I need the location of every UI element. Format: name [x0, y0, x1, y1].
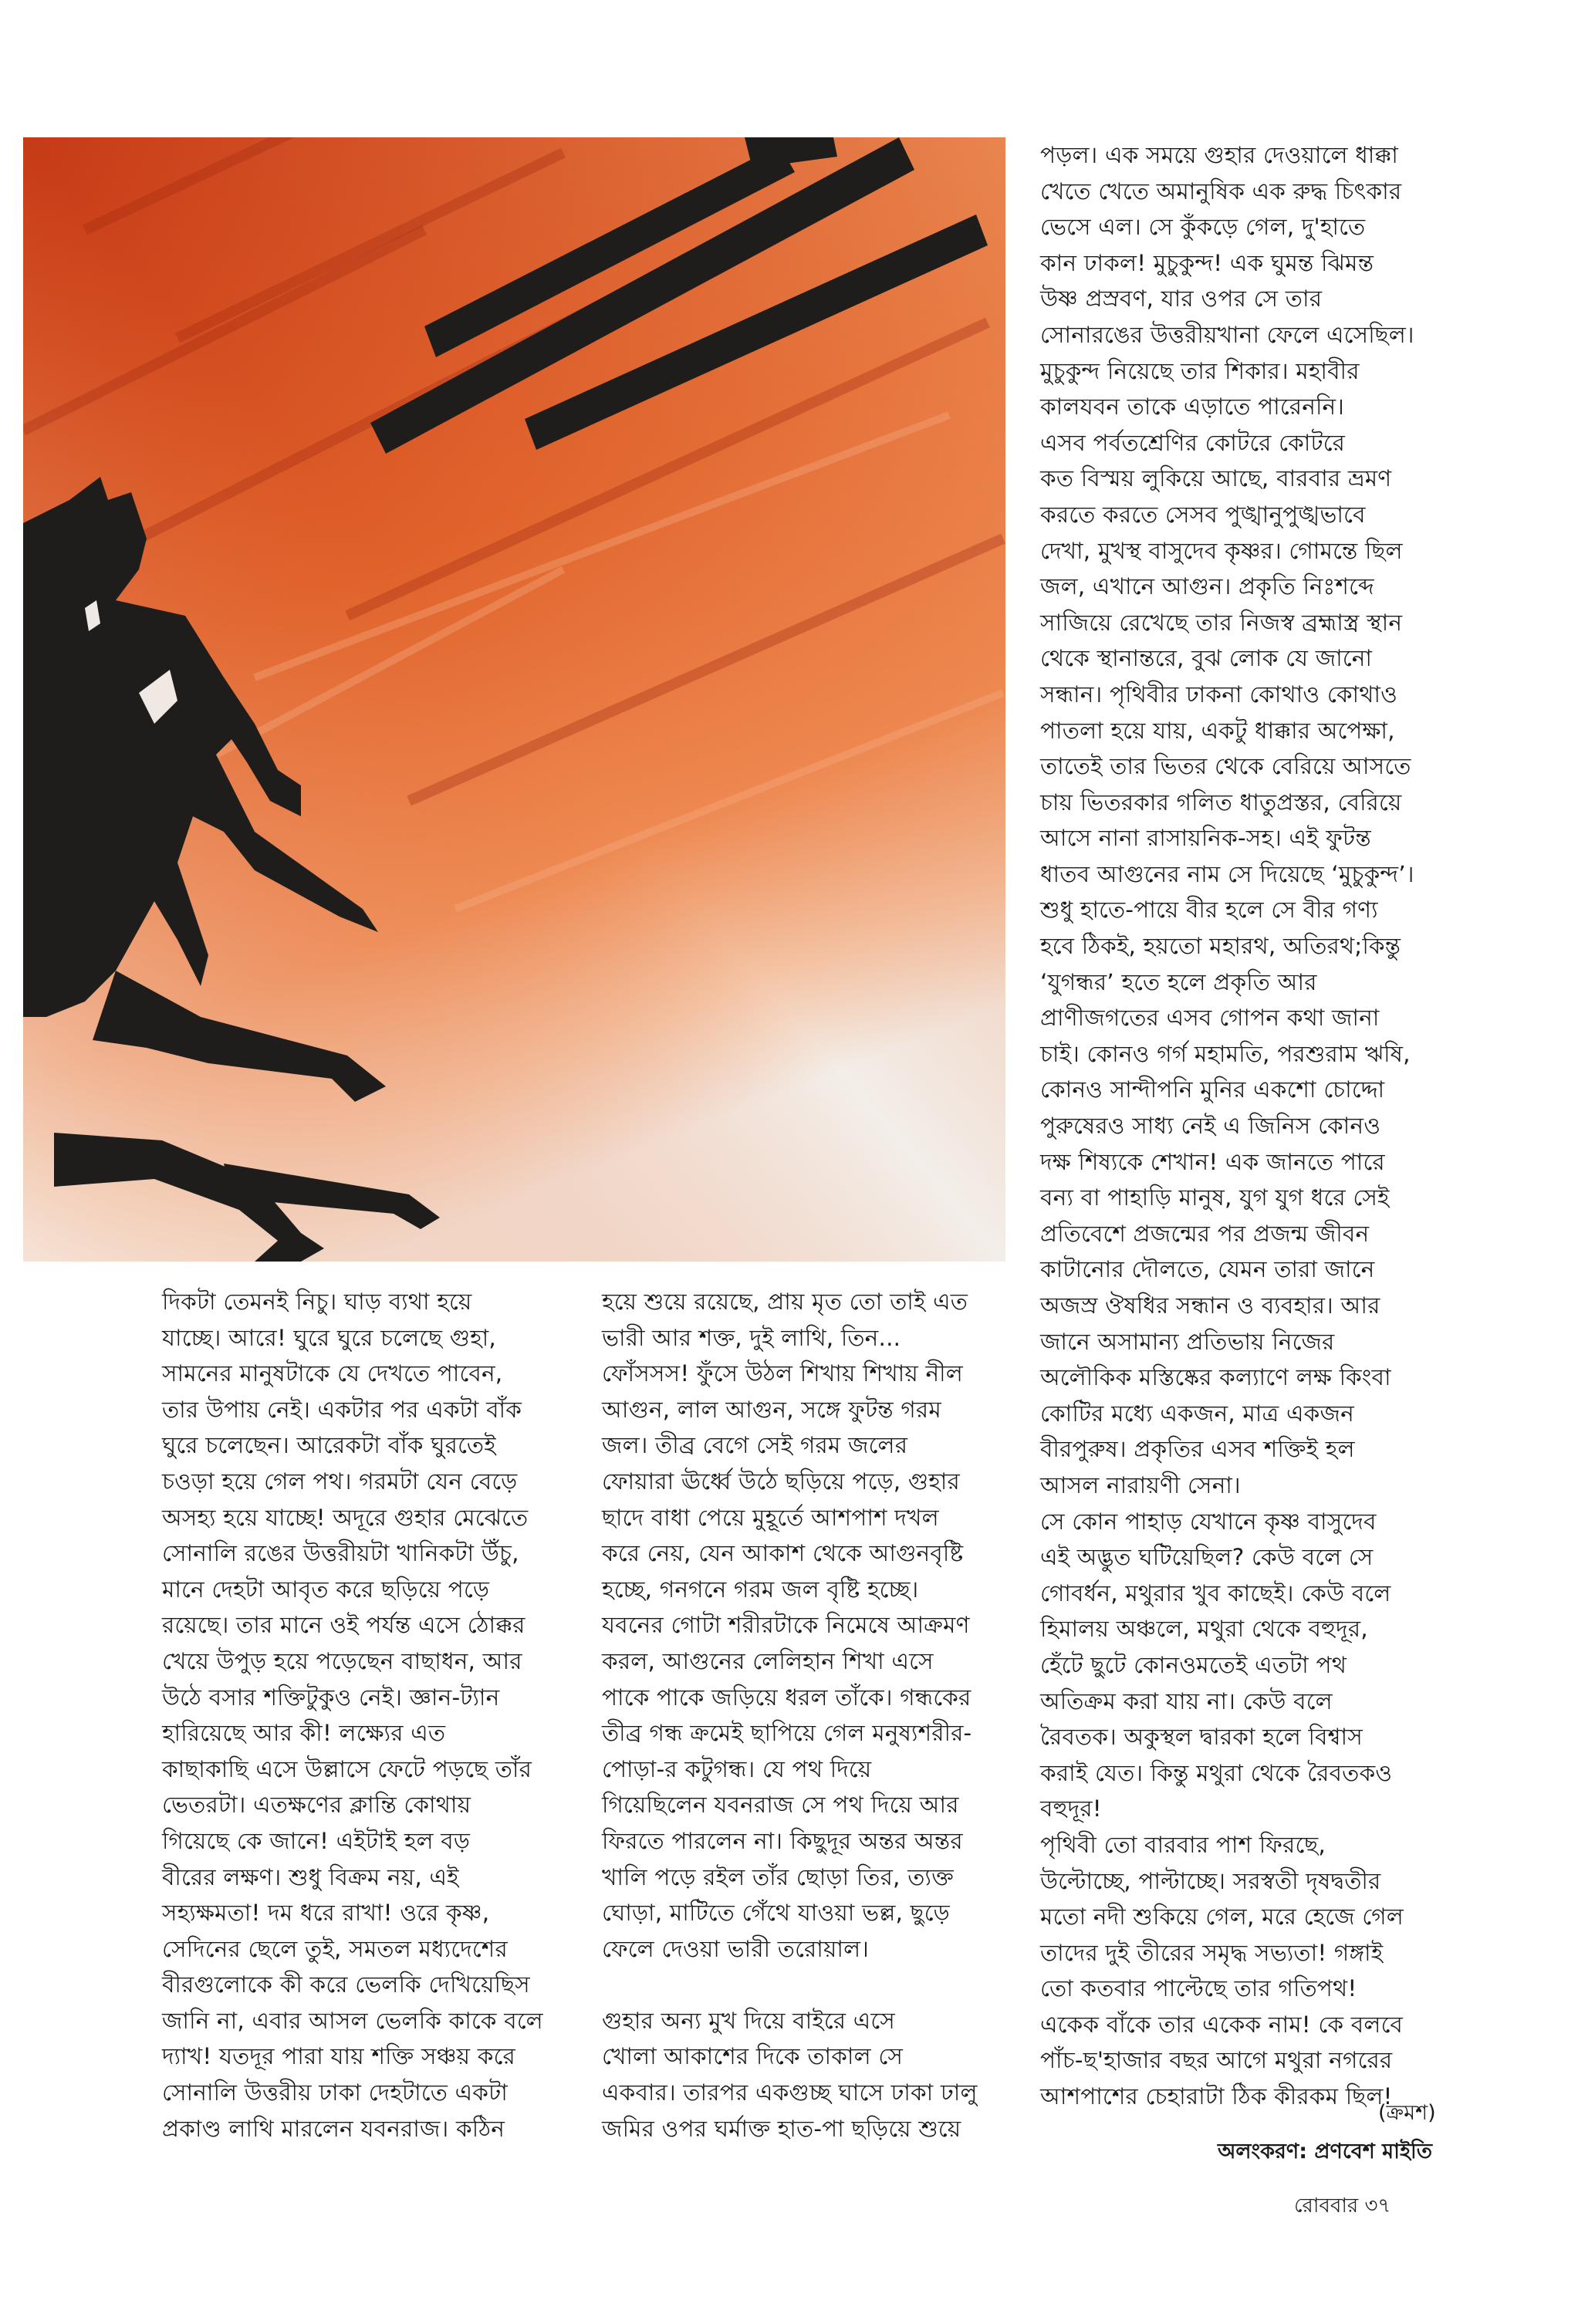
text-line: আশপাশের চেহারাটা ঠিক কীরকম ছিল! [1040, 2083, 1393, 2110]
text-line: অজস্র ঔষধির সন্ধান ও ব্যবহার। আর [1040, 1292, 1380, 1319]
text-line: রৈবতক। অকুস্থল দ্বারকা হলে বিশ্বাস [1040, 1724, 1363, 1751]
text-line: ভারী আর শক্ত, দুই লাথি, তিন... [602, 1324, 901, 1351]
text-line: বীরগুলোকে কী করে ভেলকি দেখিয়েছিস [162, 1971, 530, 1998]
text-line: ফোঁসসস! ফুঁসে উঠল শিখায় শিখায় নীল [602, 1360, 963, 1387]
text-line: জল। তীব্র বেগে সেই গরম জলের [602, 1432, 908, 1459]
text-line: কান ঢাকল! মুচুকুন্দ! এক ঘুমন্ত ঝিমন্ত [1040, 249, 1374, 276]
text-line: উষ্ণ প্রস্রবণ, যার ওপর সে তার [1040, 285, 1323, 312]
text-line: থেকে স্থানান্তরে, বুঝ লোক যে জানো [1040, 645, 1373, 672]
text-line: করে নেয়, যেন আকাশ থেকে আগুনবৃষ্টি [602, 1540, 964, 1567]
text-line: জমির ওপর ঘর্মাক্ত হাত-পা ছড়িয়ে শুয়ে [602, 2115, 961, 2142]
text-line: তীব্র গন্ধ ক্রমেই ছাপিয়ে গেল মনুষ্যশরীর- [602, 1720, 972, 1747]
text-line: দিকটা তেমনই নিচু। ঘাড় ব্যথা হয়ে [162, 1289, 472, 1315]
text-line: যবনের গোটা শরীরটাকে নিমেষে আক্রমণ [602, 1612, 970, 1639]
text-line: এসব পর্বতশ্রেণির কোটরে কোটরে [1040, 429, 1346, 456]
text-line: সেদিনের ছেলে তুই, সমতল মধ্যদেশের [162, 1935, 508, 1962]
text-line: পুরুষেরও সাধ্য নেই এ জিনিস কোনও [1040, 1113, 1381, 1140]
text-line: সাজিয়ে রেখেছে তার নিজস্ব ব্রহ্মাস্ত্র স্থান [1040, 609, 1403, 636]
text-line: প্রতিবেশে প্রজন্মের পর প্রজন্ম জীবন [1040, 1220, 1370, 1247]
text-line: তাদের দুই তীরের সমৃদ্ধ সভ্যতা! গঙ্গাই [1040, 1939, 1384, 1966]
text-line: সহ্যক্ষমতা! দম ধরে রাখা! ওরে কৃষ্ণ, [162, 1900, 490, 1927]
text-line: পৃথিবী তো বারবার পাশ ফিরছে, [1040, 1831, 1326, 1858]
text-line: পাকে পাকে জড়িয়ে ধরল তাঁকে। গন্ধকের [602, 1684, 972, 1711]
text-line: হচ্ছে, গনগনে গরম জল বৃষ্টি হচ্ছে। [602, 1576, 919, 1603]
story-illustration [23, 137, 1005, 1262]
text-line: পাঁচ-ছ'হাজার বছর আগে মথুরা নগরের [1040, 2047, 1393, 2074]
text-line: কোনও সান্দীপনি মুনির একশো চোদ্দো [1040, 1076, 1385, 1103]
text-line: শুধু হাতে-পায়ে বীর হলে সে বীর গণ্য [1040, 897, 1378, 924]
text-line: জল, এখানে আগুন। প্রকৃতি নিঃশব্দে [1040, 573, 1374, 600]
text-line: ফেলে দেওয়া ভারী তরোয়াল। [602, 1935, 870, 1962]
illustration-art [23, 137, 1005, 1262]
text-line: অলৌকিক মস্তিষ্কের কল্যাণে লক্ষ কিংবা [1040, 1364, 1391, 1391]
text-line: হিমালয় অঞ্চলে, মথুরা থেকে বহুদূর, [1040, 1616, 1368, 1643]
text-line: খেতে খেতে অমানুষিক এক রুদ্ধ চিৎকার [1040, 177, 1402, 204]
text-line: করতে করতে সেসব পুঙ্খানুপুঙ্খভাবে [1040, 501, 1366, 528]
text-line: সোনালি উত্তরীয় ঢাকা দেহটাতে একটা [162, 2079, 508, 2106]
text-line: রয়েছে। তার মানে ওই পর্যন্ত এসে ঠোক্কর [162, 1612, 525, 1639]
text-line: ‘যুগন্ধর’ হতে হলে প্রকৃতি আর [1040, 968, 1317, 995]
text-line: পড়ল। এক সময়ে গুহার দেওয়ালে ধাক্কা [1040, 142, 1399, 168]
text-line: জানি না, এবার আসল ভেলকি কাকে বলে [162, 2007, 543, 2034]
text-line: অসহ্য হয়ে যাচ্ছে! অদূরে গুহার মেঝেতে [162, 1504, 529, 1531]
text-line: এই অদ্ভুত ঘটিয়েছিল? কেউ বলে সে [1040, 1544, 1374, 1571]
text-line: সন্ধান। পৃথিবীর ঢাকনা কোথাও কোথাও [1040, 681, 1398, 708]
text-line: আগুন, লাল আগুন, সঙ্গে ফুটন্ত গরম [602, 1396, 941, 1423]
text-line: গিয়েছিলেন যবনরাজ সে পথ দিয়ে আর [602, 1792, 959, 1819]
text-line: সামনের মানুষটাকে যে দেখতে পাবেন, [162, 1360, 503, 1387]
text-line: ধাতব আগুনের নাম সে দিয়েছে ‘মুচুকুন্দ’। [1040, 860, 1414, 887]
text-line: খোলা আকাশের দিকে তাকাল সে [602, 2043, 904, 2070]
text-line: আসল নারায়ণী সেনা। [1040, 1471, 1241, 1498]
text-line: সোনালি রঙের উত্তরীয়টা খানিকটা উঁচু, [162, 1540, 519, 1567]
text-line: চাই। কোনও গর্গ মহামতি, পরশুরাম ঋষি, [1040, 1040, 1411, 1067]
text-line: কত বিস্ময় লুকিয়ে আছে, বারবার ভ্রমণ [1040, 465, 1392, 492]
text-line: যাচ্ছে। আরে! ঘুরে ঘুরে চলেছে গুহা, [162, 1324, 496, 1351]
text-line: মতো নদী শুকিয়ে গেল, মরে হেজে গেল [1040, 1903, 1404, 1930]
text-line: বন্য বা পাহাড়ি মানুষ, যুগ যুগ ধরে সেই [1040, 1184, 1390, 1211]
text-line: একবার। তারপর একগুচ্ছ ঘাসে ঢাকা ঢালু [602, 2079, 978, 2106]
text-line: জানে অসামান্য প্রতিভায় নিজের [1040, 1328, 1335, 1355]
text-line: ঘুরে চলেছেন। আরেকটা বাঁক ঘুরতেই [162, 1432, 496, 1459]
text-line: গিয়েছে কে জানে! এইটাই হল বড় [162, 1827, 471, 1854]
text-line: মানে দেহটা আবৃত করে ছড়িয়ে পড়ে [162, 1576, 490, 1603]
text-line: ঘোড়া, মাটিতে গেঁথে যাওয়া ভল্ল, ছুড়ে [602, 1900, 950, 1927]
text-line: দক্ষ শিষ্যকে শেখান! এক জানতে পারে [1040, 1148, 1385, 1175]
text-line: গোবর্ধন, মথুরার খুব কাছেই। কেউ বলে [1040, 1579, 1391, 1606]
text-line: পোড়া-র কটুগন্ধ। যে পথ দিয়ে [602, 1755, 872, 1782]
text-line: সোনারঙের উত্তরীয়খানা ফেলে এসেছিল। [1040, 321, 1414, 348]
text-line: গুহার অন্য মুখ দিয়ে বাইরে এসে [602, 2007, 895, 2034]
text-line: দ্যাখ! যতদূর পারা যায় শক্তি সঞ্চয় করে [162, 2043, 515, 2070]
text-line: প্রাণীজগতের এসব গোপন কথা জানা [1040, 1005, 1380, 1032]
text-line: ফিরতে পারলেন না। কিছুদূর অন্তর অন্তর [602, 1827, 963, 1854]
text-line: করল, আগুনের লেলিহান শিখা এসে [602, 1647, 934, 1674]
text-line: তো কতবার পাল্টেছে তার গতিপথ! [1040, 1975, 1357, 2002]
text-column-bottom-middle [602, 1284, 1011, 2147]
text-line: তার উপায় নেই। একটার পর একটা বাঁক [162, 1396, 522, 1423]
text-line: ভেতরটা। এতক্ষণের ক্লান্তি কোথায় [162, 1792, 471, 1819]
text-line: কোটির মধ্যে একজন, মাত্র একজন [1040, 1400, 1354, 1427]
text-line: অতিক্রম করা যায় না। কেউ বলে [1040, 1687, 1333, 1714]
text-line: কালযবন তাকে এড়াতে পারেননি। [1040, 394, 1345, 421]
text-line: হেঁটে ছুটে কোনওমতেই এতটা পথ [1040, 1651, 1347, 1678]
text-line: চায় ভিতরকার গলিত ধাতুপ্রস্তর, বেরিয়ে [1040, 789, 1402, 816]
text-line: হারিয়েছে আর কী! লক্ষ্যের এত [162, 1720, 446, 1747]
text-line: হয়ে শুয়ে রয়েছে, প্রায় মৃত তো তাই এত [602, 1289, 968, 1315]
text-line: বীরপুরুষ। প্রকৃতির এসব শক্তিই হল [1040, 1436, 1355, 1463]
text-line: খালি পড়ে রইল তাঁর ছোড়া তির, ত্যক্ত [602, 1863, 954, 1890]
text-line: হবে ঠিকই, হয়তো মহারথ, অতিরথ;কিন্তু [1040, 933, 1401, 960]
illustrator-credit: অলংকরণ: প্রণবেশ মাইতি [1218, 2140, 1432, 2164]
text-line: খেয়ে উপুড় হয়ে পড়েছেন বাছাধন, আর [162, 1647, 522, 1674]
text-column-right [1040, 137, 1580, 2115]
text-line: তাতেই তার ভিতর থেকে বেরিয়ে আসতে [1040, 753, 1411, 780]
text-line: উঠে বসার শক্তিটুকুও নেই। জ্ঞান-ট্যান [162, 1684, 500, 1711]
text-line: ভেসে এল। সে কুঁকড়ে গেল, দু'হাতে [1040, 214, 1366, 241]
text-column-bottom-left [162, 1284, 563, 2147]
page-footer: রোববার ৩৭ [1294, 2194, 1391, 2218]
text-line: মুচুকুন্দ নিয়েছে তার শিকার। মহাবীর [1040, 357, 1360, 384]
text-line: উল্টোচ্ছে, পাল্টাচ্ছে। সরস্বতী দৃষদ্বতীর [1040, 1867, 1381, 1894]
paragraph-gap [602, 1967, 1011, 2003]
text-line: পাতলা হয়ে যায়, একটু ধাক্কার অপেক্ষা, [1040, 717, 1395, 744]
text-line: কাটানোর দৌলতে, যেমন তারা জানে [1040, 1256, 1375, 1283]
text-line: করাই যেত। কিন্তু মথুরা থেকে রৈবতকও [1040, 1759, 1393, 1786]
text-line: দেখা, মুখস্থ বাসুদেব কৃষ্ণর। গোমন্তে ছিল [1040, 537, 1403, 564]
text-line: ফোয়ারা ঊর্ধ্বে উঠে ছড়িয়ে পড়ে, গুহার [602, 1468, 960, 1495]
to-be-continued-note: (ক্রমশ) [1378, 2101, 1436, 2125]
text-line: বীরের লক্ষণ। শুধু বিক্রম নয়, এই [162, 1863, 459, 1890]
text-line: প্রকাণ্ড লাথি মারলেন যবনরাজ। কঠিন [162, 2115, 505, 2142]
text-line: কাছাকাছি এসে উল্লাসে ফেটে পড়ছে তাঁর [162, 1755, 532, 1782]
text-line: একেক বাঁকে তার একেক নাম! কে বলবে [1040, 2011, 1404, 2038]
text-line: ছাদে বাধা পেয়ে মুহূর্তে আশপাশ দখল [602, 1504, 939, 1531]
text-line: চওড়া হয়ে গেল পথ। গরমটা যেন বেড়ে [162, 1468, 518, 1495]
text-line: আসে নানা রাসায়নিক-সহ। এই ফুটন্ত [1040, 825, 1371, 852]
text-line: সে কোন পাহাড় যেখানে কৃষ্ণ বাসুদেব [1040, 1508, 1377, 1535]
text-line: বহুদূর! [1040, 1795, 1102, 1822]
